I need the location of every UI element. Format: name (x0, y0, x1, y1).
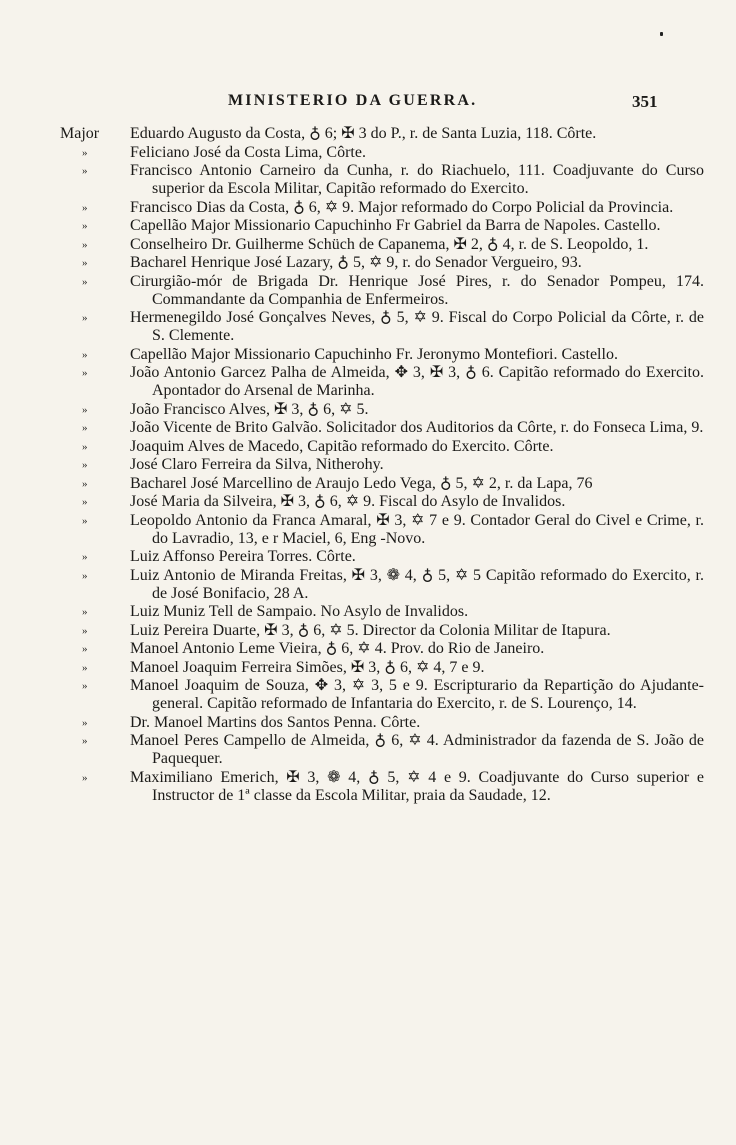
roster-entry (0, 622, 736, 640)
rank-label: » (82, 201, 88, 214)
roster-entry (0, 364, 736, 400)
rank-label: Major (60, 125, 100, 142)
roster-entry (0, 677, 736, 713)
entry-text: Conselheiro Dr. Guilherme Schüch de Capanema, ✠ 2, ♁ 4, r. de S. Leopoldo, 1. (130, 235, 649, 253)
rank-label: » (82, 275, 88, 288)
roster-entry (0, 401, 736, 419)
rank-label: » (82, 643, 88, 655)
rank-label: » (82, 220, 88, 232)
rank-label: » (82, 440, 88, 453)
entry-text: Maximiliano Emerich, ✠ 3, ❁ 4, ♁ 5, ✡ 4 e 9. Coadjuvante do Curso superior e Instructor de 1ª classe da Escola Militar, praia da Saudade, 12. (130, 768, 704, 804)
entry-text: Manoel Joaquim Ferreira Simões, ✠ 3, ♁ 6, ✡ 4, 7 e 9. (130, 658, 485, 676)
roster-entry (0, 456, 736, 474)
entry-text: Manoel Antonio Leme Vieira, ♁ 6, ✡ 4. Prov. do Rio de Janeiro. (130, 640, 545, 657)
rank-label: » (82, 348, 88, 361)
entry-text: Francisco Antonio Carneiro da Cunha, r. do Riachuelo, 111. Coadjuvante do Curso superior da Escola Militar, Capitão reformado do Exercito. (130, 162, 704, 197)
entry-text: Luiz Muniz Tell de Sampaio. No Asylo de Invalidos. (130, 603, 469, 620)
roster-entry (0, 236, 736, 254)
roster-entry (0, 125, 736, 143)
roster-entry (0, 769, 736, 805)
roster-entry (0, 732, 736, 768)
roster-entry (0, 254, 736, 272)
entry-text: Dr. Manoel Martins dos Santos Penna. Côrte. (130, 713, 421, 731)
rank-label: » (82, 422, 88, 434)
rank-label: » (82, 146, 88, 159)
rank-label: » (82, 367, 88, 379)
entry-text: José Maria da Silveira, ✠ 3, ♁ 6, ✡ 9. Fiscal do Asylo de Invalidos. (130, 493, 566, 510)
rank-label: » (82, 569, 88, 582)
entry-text: José Claro Ferreira da Silva, Nitherohy. (130, 456, 384, 473)
entry-text: Leopoldo Antonio da Franca Amaral, ✠ 3, ✡ 7 e 9. Contador Geral do Civel e Crime, r. do Lavradio, 13, e r Maciel, 6, Eng -Novo. (130, 511, 704, 547)
roster-entry (0, 714, 736, 732)
rank-label: » (82, 514, 88, 527)
roster-entry (0, 419, 736, 437)
page-header (0, 92, 736, 116)
rank-label: » (82, 257, 88, 269)
entry-text: Luiz Pereira Duarte, ✠ 3, ♁ 6, ✡ 5. Director da Colonia Militar de Itapura. (130, 621, 611, 639)
roster-entry (0, 603, 736, 621)
roster-entry (0, 640, 736, 658)
entry-text: Eduardo Augusto da Costa, ♁ 6; ✠ 3 do P., r. de Santa Luzia, 118. Côrte. (130, 125, 597, 142)
roster-entry (0, 659, 736, 677)
rank-label: » (82, 459, 88, 471)
entry-text: Feliciano José da Costa Lima, Côrte. (130, 143, 366, 161)
rank-label: » (82, 624, 88, 637)
running-title: MINISTERIO DA GUERRA. (228, 92, 478, 109)
rank-label: » (82, 661, 88, 674)
roster-entry (0, 346, 736, 364)
rank-label: » (82, 771, 88, 784)
rank-label: » (82, 496, 88, 508)
rank-label: » (82, 606, 88, 618)
entry-text: Bacharel Henrique José Lazary, ♁ 5, ✡ 9, r. do Senador Vergueiro, 93. (130, 254, 582, 271)
entry-text: Luiz Antonio de Miranda Freitas, ✠ 3, ❁ 4, ♁ 5, ✡ 5 Capitão reformado do Exercito, r. de José Bonifacio, 28 A. (130, 566, 704, 602)
entry-text: Cirurgião-mór de Brigada Dr. Henrique José Pires, r. do Senador Pompeu, 174. Commandante da Companhia de Enfermeiros. (130, 272, 704, 308)
roster-entry (0, 273, 736, 309)
entry-text: João Francisco Alves, ✠ 3, ♁ 6, ✡ 5. (130, 400, 369, 418)
entry-text: Francisco Dias da Costa, ♁ 6, ✡ 9. Major reformado do Corpo Policial da Provincia. (130, 198, 674, 216)
entry-text: Hermenegildo José Gonçalves Neves, ♁ 5, ✡ 9. Fiscal do Corpo Policial da Côrte, r. de S. Clemente. (130, 309, 704, 344)
rank-label: » (82, 403, 88, 416)
roster-entry (0, 217, 736, 235)
roster-entry (0, 548, 736, 566)
roster-entry (0, 567, 736, 603)
roster-entry (0, 144, 736, 162)
print-speck (660, 32, 663, 36)
page-number: 351 (632, 92, 658, 111)
roster-entry (0, 493, 736, 511)
rank-label: » (82, 551, 88, 563)
entry-text: Capellão Major Missionario Capuchinho Fr Gabriel da Barra de Napoles. Castello. (130, 217, 661, 234)
entry-text: João Vicente de Brito Galvão. Solicitador dos Auditorios da Côrte, r. do Fonseca Lima, 9. (130, 419, 704, 436)
roster-entry (0, 512, 736, 548)
rank-label: » (82, 238, 88, 251)
rank-label: » (82, 477, 88, 490)
roster-entry (0, 162, 736, 198)
entry-text: Bacharel José Marcellino de Araujo Ledo Vega, ♁ 5, ✡ 2, r. da Lapa, 76 (130, 474, 593, 492)
entry-text: Luiz Affonso Pereira Torres. Côrte. (130, 548, 356, 565)
rank-label: » (82, 735, 88, 747)
entry-text: Capellão Major Missionario Capuchinho Fr. Jeronymo Montefiori. Castello. (130, 345, 618, 363)
entry-text: João Antonio Garcez Palha de Almeida, ✥ 3, ✠ 3, ♁ 6. Capitão reformado do Exercito. Apontador do Arsenal de Marinha. (130, 364, 704, 399)
roster-entry (0, 475, 736, 493)
rank-label: » (82, 716, 88, 729)
roster-entry (0, 309, 736, 345)
entry-text: Manoel Peres Campello de Almeida, ♁ 6, ✡ 4. Administrador da fazenda de S. João de Paquequer. (130, 732, 704, 767)
roster-entry (0, 438, 736, 456)
rank-label: » (82, 165, 88, 177)
rank-label: » (82, 312, 88, 324)
rank-label: » (82, 680, 88, 692)
roster-entry (0, 199, 736, 217)
entry-text: Joaquim Alves de Macedo, Capitão reformado do Exercito. Côrte. (130, 437, 554, 455)
entry-text: Manoel Joaquim de Souza, ✥ 3, ✡ 3, 5 e 9. Escripturario da Repartição do Ajudante-general. Capitão reformado de Infantaria do Exercito, r. de S. Lourenço, 14. (130, 677, 704, 712)
roster-list (0, 125, 736, 805)
